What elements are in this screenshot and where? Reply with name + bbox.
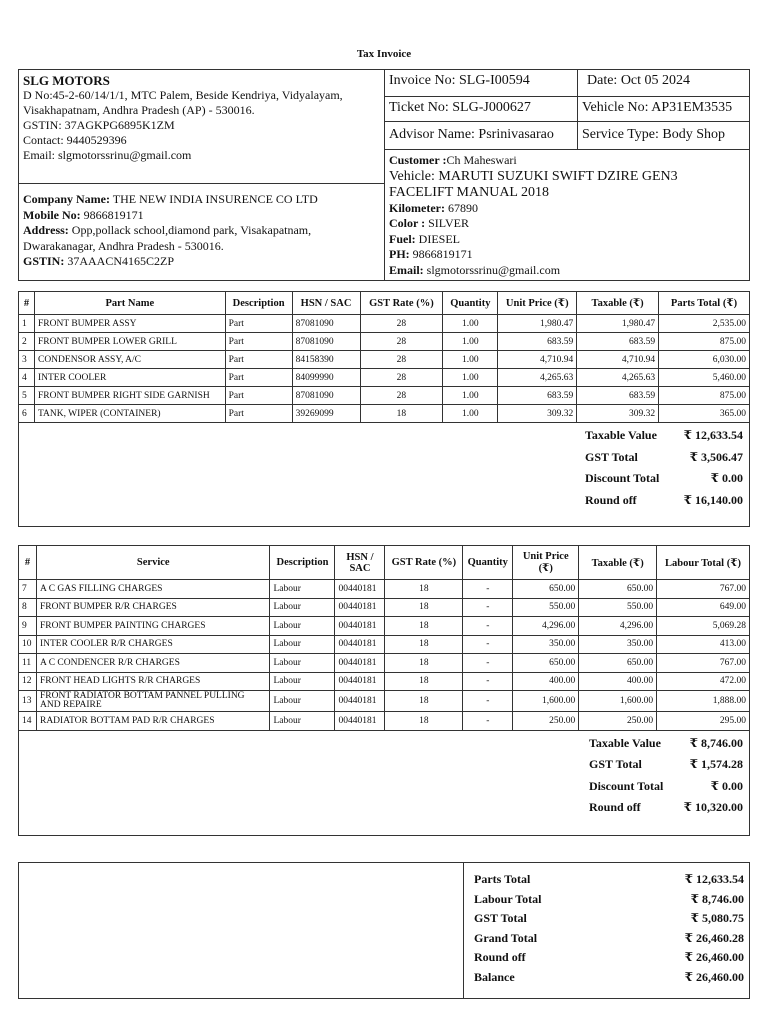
parts-cell: Part	[225, 333, 292, 351]
labour-cell: 18	[385, 654, 463, 673]
km-line	[389, 201, 745, 217]
labour-cell: 18	[385, 598, 463, 617]
labour-cell: 10	[19, 635, 37, 654]
company-info	[18, 69, 385, 184]
labour-cell: 13	[19, 691, 37, 712]
insurer-address-line	[23, 223, 380, 239]
invoice-number: Invoice No: SLG-I00594	[385, 70, 578, 96]
summary-row	[589, 754, 743, 776]
parts-cell: 1,980.47	[577, 315, 659, 333]
advisor-name: Advisor Name: Psrinivasarao	[385, 122, 578, 149]
labour-cell: 00440181	[335, 598, 385, 617]
labour-cell: 00440181	[335, 712, 385, 731]
table-row	[19, 405, 750, 423]
parts-cell: 6,030.00	[659, 351, 750, 369]
summary-row	[589, 797, 743, 819]
labour-cell: 650.00	[513, 654, 579, 673]
parts-cell: 683.59	[498, 387, 577, 405]
parts-cell: 1.00	[443, 405, 498, 423]
parts-header-cell: Unit Price (₹)	[498, 292, 577, 315]
table-row	[19, 580, 750, 599]
total-label: Round off	[474, 950, 526, 964]
labour-cell: 767.00	[657, 580, 750, 599]
summary-label: Round off	[589, 800, 641, 814]
parts-header-cell: Parts Total (₹)	[659, 292, 750, 315]
parts-cell: Part	[225, 369, 292, 387]
labour-cell: INTER COOLER R/R CHARGES	[36, 635, 270, 654]
parts-summary-row	[19, 423, 750, 527]
parts-cell: 4,265.63	[498, 369, 577, 387]
summary-value: ₹ 3,506.47	[689, 449, 743, 464]
labour-cell: 350.00	[579, 635, 657, 654]
labour-cell: Labour	[270, 580, 335, 599]
labour-header-cell: Service	[36, 546, 270, 580]
labour-summary-cell	[19, 730, 750, 835]
company-contact: Contact: 9440529396	[23, 133, 127, 147]
labour-cell: Labour	[270, 598, 335, 617]
insurer-mobile-line	[23, 208, 380, 224]
table-row	[19, 672, 750, 691]
insurer-name: THE NEW INDIA INSURENCE CO LTD	[112, 192, 318, 206]
labour-cell: A C GAS FILLING CHARGES	[36, 580, 270, 599]
customer-name: Ch Maheswari	[446, 153, 517, 167]
color-line	[389, 216, 745, 232]
totals-divider	[463, 863, 464, 998]
table-row	[19, 369, 750, 387]
customer-label: Customer :	[389, 153, 447, 167]
total-value: ₹ 26,460.00	[684, 950, 744, 964]
insurer-gstin-label: GSTIN:	[23, 254, 65, 268]
parts-cell: 28	[360, 369, 443, 387]
labour-cell: 250.00	[513, 712, 579, 731]
parts-cell: 365.00	[659, 405, 750, 423]
labour-cell: Labour	[270, 654, 335, 673]
fuel-line	[389, 232, 745, 248]
labour-cell: 250.00	[579, 712, 657, 731]
labour-header-cell: #	[19, 546, 37, 580]
labour-body	[19, 580, 750, 731]
labour-cell: FRONT HEAD LIGHTS R/R CHARGES	[36, 672, 270, 691]
summary-row	[589, 733, 743, 755]
summary-label: Taxable Value	[589, 735, 661, 750]
total-row	[474, 890, 744, 910]
parts-cell: 309.32	[577, 405, 659, 423]
labour-cell: 00440181	[335, 617, 385, 636]
labour-cell: 18	[385, 691, 463, 712]
company-address-line2: Visakhapatnam, Andhra Pradesh (AP) - 530016.	[23, 103, 255, 117]
table-row	[19, 598, 750, 617]
total-label: GST Total	[474, 911, 527, 925]
labour-cell: FRONT RADIATOR BOTTAM PANNEL PULLING AND REPAIRE	[36, 691, 270, 712]
parts-cell: 39269099	[292, 405, 360, 423]
phone-value: 9866819171	[412, 247, 473, 261]
fuel-label: Fuel:	[389, 231, 416, 246]
labour-cell: 8	[19, 598, 37, 617]
labour-cell: -	[463, 712, 513, 731]
parts-cell: FRONT BUMPER RIGHT SIDE GARNISH	[34, 387, 225, 405]
labour-cell: 14	[19, 712, 37, 731]
parts-cell: 28	[360, 315, 443, 333]
parts-cell: 28	[360, 387, 443, 405]
parts-cell: 5,460.00	[659, 369, 750, 387]
total-value: ₹ 12,633.54	[684, 872, 744, 886]
labour-cell: 400.00	[579, 672, 657, 691]
total-value: ₹ 26,460.28	[684, 930, 744, 945]
labour-cell: -	[463, 598, 513, 617]
parts-cell: FRONT BUMPER ASSY	[34, 315, 225, 333]
company-address-line1: D No:45-2-60/14/1/1, MTC Palem, Beside Kendriya, Vidyalayam,	[23, 88, 343, 102]
fuel-value: DIESEL	[418, 231, 460, 246]
labour-cell: -	[463, 691, 513, 712]
summary-row	[585, 425, 743, 447]
parts-summary	[585, 425, 743, 511]
parts-cell: 87081090	[292, 387, 360, 405]
labour-cell: 1,600.00	[513, 691, 579, 712]
summary-row	[589, 776, 743, 798]
labour-cell: 18	[385, 712, 463, 731]
labour-cell: 1,600.00	[579, 691, 657, 712]
labour-cell: 00440181	[335, 691, 385, 712]
parts-cell: FRONT BUMPER LOWER GRILL	[34, 333, 225, 351]
labour-cell: Labour	[270, 691, 335, 712]
parts-cell: 3	[19, 351, 35, 369]
total-row	[474, 929, 744, 949]
parts-cell: 4,710.94	[577, 351, 659, 369]
insurer-gstin: 37AAACN4165C2ZP	[67, 254, 175, 268]
parts-cell: 309.32	[498, 405, 577, 423]
labour-cell: 5,069.28	[657, 617, 750, 636]
summary-row	[585, 447, 743, 469]
parts-header-cell: GST Rate (%)	[360, 292, 443, 315]
labour-cell: FRONT BUMPER PAINTING CHARGES	[36, 617, 270, 636]
parts-cell: 1,980.47	[498, 315, 577, 333]
labour-header-cell: Unit Price (₹)	[513, 546, 579, 580]
labour-cell: 18	[385, 635, 463, 654]
labour-cell: Labour	[270, 672, 335, 691]
table-row	[19, 315, 750, 333]
parts-cell: 1.00	[443, 351, 498, 369]
phone-label: PH:	[389, 247, 410, 261]
labour-cell: 472.00	[657, 672, 750, 691]
labour-cell: A C CONDENCER R/R CHARGES	[36, 654, 270, 673]
total-row	[474, 968, 744, 988]
total-value: ₹ 26,460.00	[684, 969, 744, 984]
insurer-address2: Dwarakanagar, Andhra Pradesh - 530016.	[23, 238, 224, 253]
table-row	[19, 387, 750, 405]
labour-cell: 11	[19, 654, 37, 673]
table-row	[19, 617, 750, 636]
labour-cell: 650.00	[579, 654, 657, 673]
labour-cell: 18	[385, 580, 463, 599]
parts-cell: TANK, WIPER (CONTAINER)	[34, 405, 225, 423]
labour-table	[18, 545, 750, 836]
parts-cell: 683.59	[577, 333, 659, 351]
parts-cell: 875.00	[659, 333, 750, 351]
labour-cell: 00440181	[335, 635, 385, 654]
total-value: ₹ 8,746.00	[690, 891, 744, 906]
total-label: Balance	[474, 969, 515, 984]
parts-cell: INTER COOLER	[34, 369, 225, 387]
parts-header-cell: HSN / SAC	[292, 292, 360, 315]
service-type: Service Type: Body Shop	[582, 127, 726, 142]
company-name: SLG MOTORS	[23, 73, 110, 88]
invoice-row-3	[385, 122, 749, 150]
labour-cell: 649.00	[657, 598, 750, 617]
labour-cell: Labour	[270, 617, 335, 636]
labour-header-cell: Labour Total (₹)	[657, 546, 750, 580]
labour-cell: 00440181	[335, 580, 385, 599]
labour-header-cell: Quantity	[463, 546, 513, 580]
labour-header-cell: Taxable (₹)	[579, 546, 657, 580]
summary-label: Taxable Value	[585, 428, 657, 442]
labour-cell: 550.00	[513, 598, 579, 617]
insurer-name-line	[23, 192, 380, 208]
labour-header-cell: GST Rate (%)	[385, 546, 463, 580]
summary-row	[585, 490, 743, 512]
summary-value: ₹ 10,320.00	[683, 800, 743, 814]
labour-header-cell: HSN / SAC	[335, 546, 385, 580]
total-label: Grand Total	[474, 930, 538, 945]
labour-cell: 4,296.00	[579, 617, 657, 636]
parts-cell: 2,535.00	[659, 315, 750, 333]
insurer-address-label: Address:	[23, 223, 69, 237]
total-row	[474, 948, 744, 968]
summary-label: Discount Total	[585, 471, 660, 485]
labour-cell: 18	[385, 672, 463, 691]
labour-cell: 18	[385, 617, 463, 636]
parts-cell: 4	[19, 369, 35, 387]
labour-cell: 00440181	[335, 654, 385, 673]
parts-header-cell: Part Name	[34, 292, 225, 315]
labour-cell: 767.00	[657, 654, 750, 673]
vehicle-line1: Vehicle: MARUTI SUZUKI SWIFT DZIRE GEN3	[389, 168, 678, 184]
summary-value: ₹ 8,746.00	[689, 735, 743, 750]
labour-cell: 295.00	[657, 712, 750, 731]
parts-cell: 1	[19, 315, 35, 333]
total-value: ₹ 5,080.75	[690, 911, 744, 925]
customer-line	[389, 153, 745, 169]
labour-cell: 550.00	[579, 598, 657, 617]
total-row	[474, 909, 744, 929]
total-label: Labour Total	[474, 891, 542, 906]
labour-cell: 350.00	[513, 635, 579, 654]
summary-label: Round off	[585, 492, 637, 507]
labour-cell: 413.00	[657, 635, 750, 654]
parts-header-cell: Description	[225, 292, 292, 315]
email-value: slgmotorssrinu@gmail.com	[426, 262, 561, 277]
total-row	[474, 870, 744, 890]
table-row	[19, 712, 750, 731]
parts-cell: 1.00	[443, 315, 498, 333]
parts-cell: 1.00	[443, 333, 498, 351]
labour-cell: FRONT BUMPER R/R CHARGES	[36, 598, 270, 617]
email-label: Email:	[389, 262, 424, 277]
parts-cell: Part	[225, 387, 292, 405]
labour-cell: -	[463, 617, 513, 636]
summary-value: ₹ 0.00	[710, 778, 743, 793]
table-row	[19, 333, 750, 351]
vehicle-line2: FACELIFT MANUAL 2018	[389, 184, 549, 200]
parts-cell: 84158390	[292, 351, 360, 369]
parts-body	[19, 315, 750, 423]
labour-cell: -	[463, 580, 513, 599]
summary-label: Discount Total	[589, 778, 664, 793]
labour-summary	[589, 733, 743, 819]
table-row	[19, 351, 750, 369]
labour-cell: 4,296.00	[513, 617, 579, 636]
table-row	[19, 691, 750, 712]
invoice-row-1	[385, 70, 749, 97]
labour-cell: RADIATOR BOTTAM PAD R/R CHARGES	[36, 712, 270, 731]
insurer-address1: Opp,pollack school,diamond park, Visakapatnam,	[71, 223, 312, 237]
company-gstin: GSTIN: 37AGKPG6895K1ZM	[23, 118, 175, 132]
labour-cell: 1,888.00	[657, 691, 750, 712]
labour-cell: 12	[19, 672, 37, 691]
invoice-info	[384, 69, 750, 281]
labour-cell: 9	[19, 617, 37, 636]
invoice-row-2	[385, 97, 749, 122]
summary-label: GST Total	[585, 449, 638, 464]
insurer-info	[18, 183, 385, 281]
insurer-mobile: 9866819171	[83, 207, 144, 222]
labour-cell: 00440181	[335, 672, 385, 691]
parts-cell: 683.59	[498, 333, 577, 351]
total-label: Parts Total	[474, 872, 531, 886]
parts-header-cell: Taxable (₹)	[577, 292, 659, 315]
labour-cell: -	[463, 654, 513, 673]
summary-label: GST Total	[589, 757, 642, 771]
km-value: 67890	[447, 200, 478, 215]
parts-cell: 87081090	[292, 333, 360, 351]
company-email: Email: slgmotorssrinu@gmail.com	[23, 148, 192, 162]
grand-totals-box	[18, 862, 750, 999]
labour-cell: Labour	[270, 712, 335, 731]
parts-cell: 875.00	[659, 387, 750, 405]
document-title: Tax Invoice	[356, 48, 412, 60]
insurer-gstin-line	[23, 254, 380, 270]
customer-info	[385, 150, 749, 281]
summary-value: ₹ 16,140.00	[683, 492, 743, 507]
parts-cell: 683.59	[577, 387, 659, 405]
summary-value: ₹ 12,633.54	[683, 428, 743, 442]
color-label: Color :	[389, 216, 426, 230]
parts-header-row	[19, 292, 750, 315]
email-line	[389, 263, 745, 279]
table-row	[19, 654, 750, 673]
labour-header-cell: Description	[270, 546, 335, 580]
labour-cell: Labour	[270, 635, 335, 654]
parts-cell: 28	[360, 333, 443, 351]
phone-line	[389, 247, 745, 263]
parts-cell: 87081090	[292, 315, 360, 333]
ticket-number: Ticket No: SLG-J000627	[385, 97, 578, 121]
insurer-name-label: Company Name:	[23, 192, 110, 206]
parts-header-cell: Quantity	[443, 292, 498, 315]
parts-cell: 28	[360, 351, 443, 369]
parts-cell: 5	[19, 387, 35, 405]
labour-cell: 7	[19, 580, 37, 599]
parts-table	[18, 291, 750, 527]
parts-cell: 4,265.63	[577, 369, 659, 387]
labour-header-row	[19, 546, 750, 580]
km-label: Kilometer:	[389, 200, 445, 215]
labour-summary-row	[19, 730, 750, 835]
parts-cell: 6	[19, 405, 35, 423]
parts-cell: 2	[19, 333, 35, 351]
parts-cell: 84099990	[292, 369, 360, 387]
parts-cell: Part	[225, 315, 292, 333]
labour-cell: -	[463, 635, 513, 654]
parts-cell: 1.00	[443, 387, 498, 405]
parts-cell: 4,710.94	[498, 351, 577, 369]
labour-cell: 650.00	[579, 580, 657, 599]
color-value: SILVER	[428, 216, 470, 230]
labour-cell: 400.00	[513, 672, 579, 691]
parts-summary-cell	[19, 423, 750, 527]
grand-totals	[474, 870, 744, 987]
parts-cell: Part	[225, 351, 292, 369]
labour-cell: -	[463, 672, 513, 691]
invoice-date: Date: Oct 05 2024	[587, 73, 691, 88]
summary-row	[585, 468, 743, 490]
summary-value: ₹ 1,574.28	[689, 757, 743, 771]
summary-value: ₹ 0.00	[710, 471, 743, 485]
insurer-mobile-label: Mobile No:	[23, 207, 81, 222]
labour-cell: 650.00	[513, 580, 579, 599]
parts-header-cell: #	[19, 292, 35, 315]
parts-cell: Part	[225, 405, 292, 423]
vehicle-number: Vehicle No: AP31EM3535	[582, 100, 733, 115]
parts-cell: CONDENSOR ASSY, A/C	[34, 351, 225, 369]
parts-cell: 18	[360, 405, 443, 423]
parts-cell: 1.00	[443, 369, 498, 387]
table-row	[19, 635, 750, 654]
